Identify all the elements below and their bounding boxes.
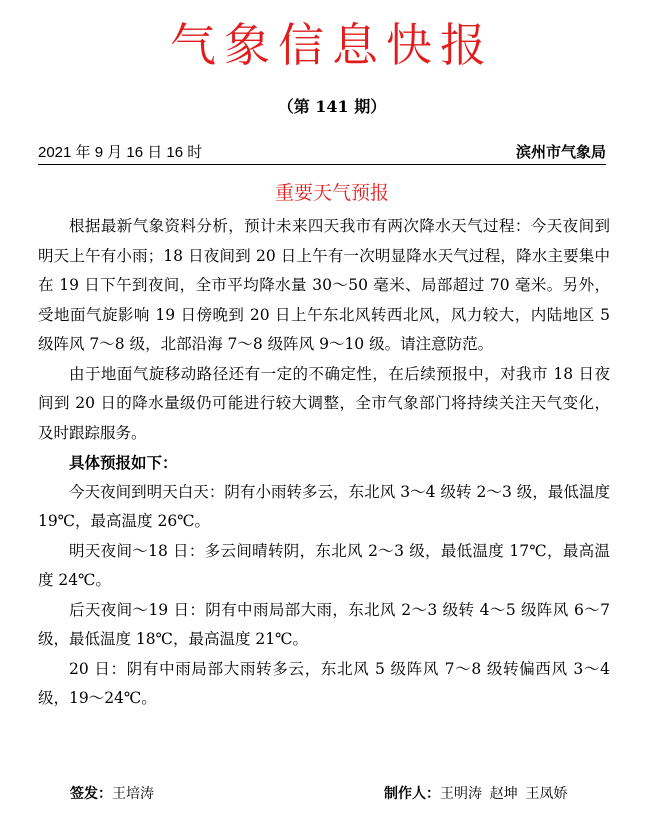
maker-label: 制作人： [384, 785, 440, 801]
maker-names: 王明涛 赵坤 王凤娇 [440, 785, 568, 801]
forecast-item: 20 日：阴有中雨局部大雨转多云，东北风 5 级阵风 7～8 级转偏西风 3～4 级，19～24℃。 [38, 659, 610, 707]
bulletin-footer [70, 782, 610, 804]
signer-block [70, 782, 154, 804]
issuing-agency: 滨州市气象局 [515, 144, 606, 161]
paragraph: 根据最新气象资料分析，预计未来四天我市有两次降水天气过程：今天夜间到明天上午有小雨；18 日夜间到 20 日上午有一次明显降水天气过程，降水主要集中在 19 日下午到夜间，全市平均降水量 30～50 毫米、局部超过 70 毫米。另外，受地面气旋影响 19 日傍晚到 20 日上午东北风转西北风，风力较大，内陆地区 5 级阵风 7～8 级，北部沿海 7～8 级阵风 9～10 级。请注意防范。 [38, 217, 610, 353]
forecast-subtitle: 重要天气预报 [274, 182, 389, 204]
forecast-item: 后天夜间～19 日：阴有中雨局部大雨，东北风 2～3 级转 4～5 级阵风 6～7 级，最低温度 18℃，最高温度 21℃。 [38, 600, 610, 648]
signer-label: 签发： [70, 785, 112, 801]
signer-name: 王培涛 [112, 785, 154, 801]
paragraph: 由于地面气旋移动路径还有一定的不确定性，在后续预报中，对我市 18 日夜间到 20 日的降水量级仍可能进行较大调整，全市气象部门将持续关注天气变化，及时跟踪服务。 [38, 364, 610, 442]
issue-date: 2021 年 9 月 16 日 16 时 [38, 144, 203, 161]
forecast-item: 今天夜间到明天白天：阴有小雨转多云，东北风 3～4 级转 2～3 级，最低温度 19℃，最高温度 26℃。 [38, 482, 610, 530]
bulletin-body [38, 212, 610, 714]
bulletin-title: 气象信息快报 [170, 18, 494, 72]
issue-number: （第 141 期） [277, 97, 387, 116]
forecast-heading: 具体预报如下： [69, 453, 178, 472]
forecast-item: 明天夜间～18 日：多云间晴转阴，东北风 2～3 级，最低温度 17℃，最高温度 24℃。 [38, 541, 610, 589]
dateline [38, 142, 606, 165]
maker-block [384, 782, 568, 804]
